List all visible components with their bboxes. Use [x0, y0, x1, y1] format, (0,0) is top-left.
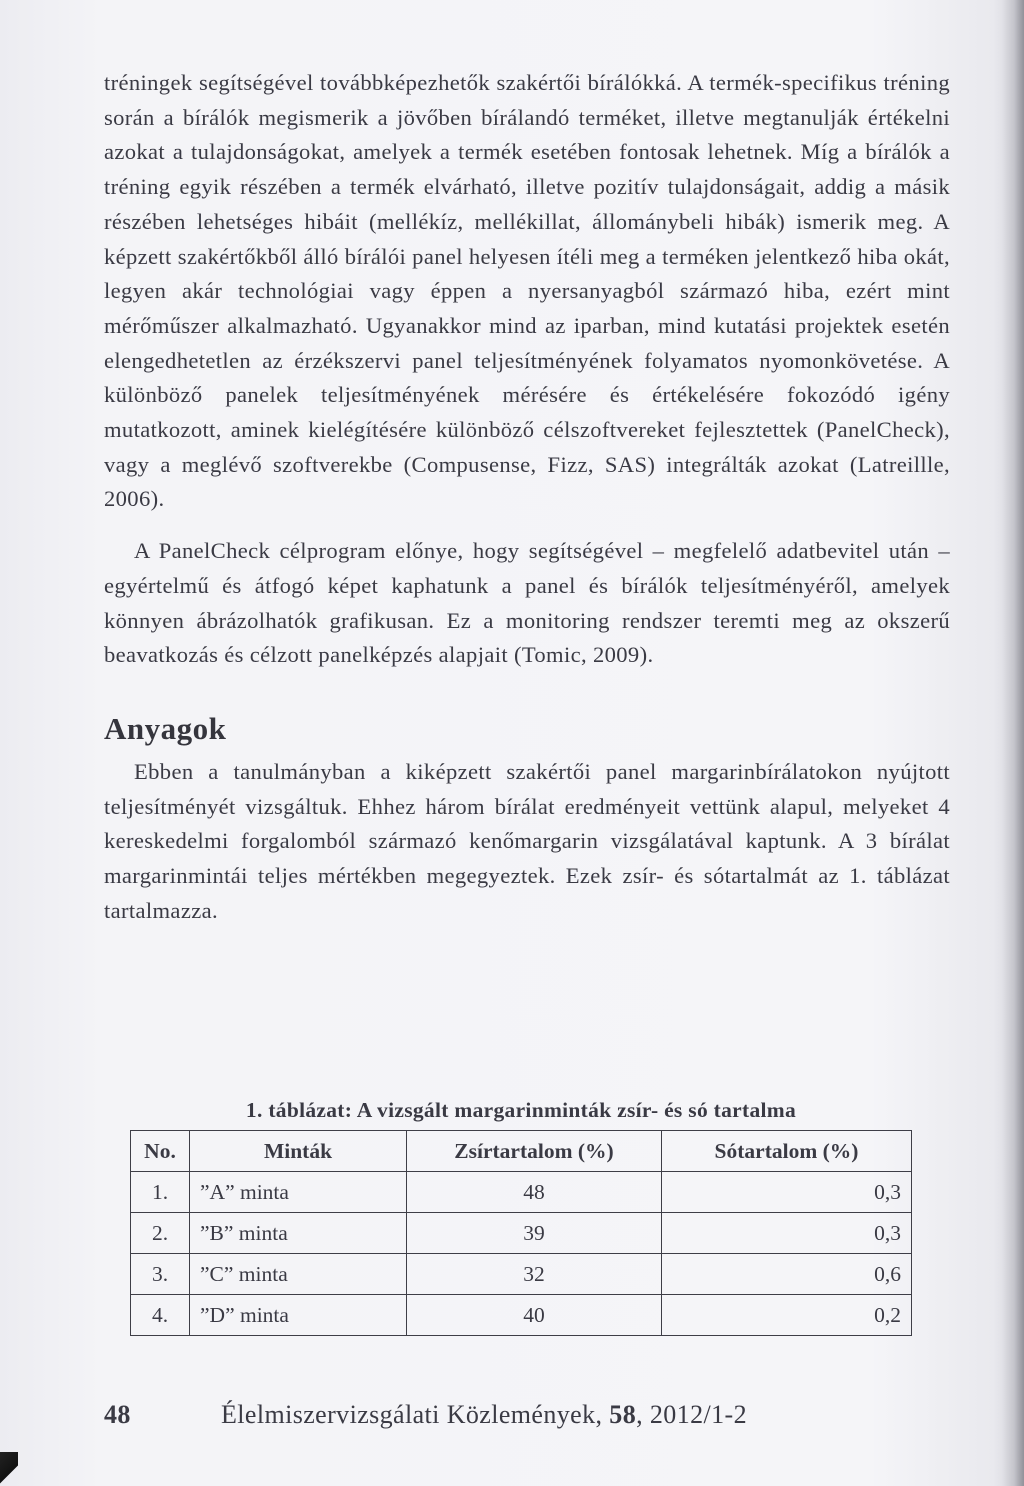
scan-corner-mark [0, 1452, 18, 1486]
cell-zsir: 32 [407, 1254, 662, 1295]
page-edge-shadow [1002, 0, 1024, 1486]
table-row [131, 1295, 912, 1336]
page-number: 48 [104, 1400, 131, 1429]
header-mintak: Minták [190, 1131, 407, 1172]
journal-volume: 58 [609, 1400, 637, 1429]
cell-no: 1. [131, 1172, 190, 1213]
cell-zsir: 40 [407, 1295, 662, 1336]
cell-minta: ”D” minta [190, 1295, 407, 1336]
cell-zsir: 39 [407, 1213, 662, 1254]
table-row [131, 1172, 912, 1213]
margarine-table [130, 1130, 912, 1336]
journal-name: Élelmiszervizsgálati Közlemények, [221, 1400, 610, 1429]
cell-no: 2. [131, 1213, 190, 1254]
section-heading: Anyagok [104, 710, 227, 746]
intro-paragraph: tréningek segítségével továbbképezhetők szakértői bírálókká. A termék-specifikus tréning során a bírálók megismerik a jövőben bírálandó terméket, illetve megtanulják értékelni azokat a tulajdonságokat, amelyek a termék esetében fontosak lehetnek. Míg a bírálók a tréning egyik részében a termék elvárható, illetve pozitív tulajdonságait, addig a másik részében lehetséges hibáit (mellékíz, mellékillat, állománybeli hibák) ismerik meg. A képzett szakértőkből álló bírálói panel helyesen ítéli meg a terméken jelentkező hiba okát, legyen akár technológiai vagy éppen a nyersanyagból származó hiba, ezért mint mérőműszer alkalmazható. Ugyanakkor mind az iparban, mind kutatási projektek esetén elengedhetetlen az érzékszervi panel teljesítményének folyamatos nyomonkövetése. A különböző panelek teljesítményének mérésére és értékelésére fokozódó igény mutatkozott, aminek kielégítésére különböző célszoftvereket fejlesztettek (PanelCheck), vagy a meglévő szoftverekbe (Compusense, Fizz, SAS) integrálták azokat (Latreillle, 2006). [104, 70, 950, 512]
materials-paragraph: Ebben a tanulmányban a kiképzett szakértői panel margarinbírálatokon nyújtott teljesítményét vizsgáltuk. Ehhez három bírálat eredményeit vettünk alapul, melyeket 4 kereskedelmi forgalomból származó kenőmargarin vizsgálatával kaptunk. A 3 bírálat margarinmintái teljes mértékben megegyeztek. Ezek zsír- és sótartalmát az 1. táblázat tartalmazza. [104, 758, 950, 923]
panelcheck-paragraph: A PanelCheck célprogram előnye, hogy segítségével – megfelelő adatbevitel után – egyértelmű és átfogó képet kaphatunk a panel és bírálók teljesítményéről, amelyek könnyen ábrázolhatók grafikusan. Ez a monitoring rendszer teremti meg az okszerű beavatkozás és célzott panelképzés alapjait (Tomic, 2009). [104, 538, 950, 668]
cell-minta: ”A” minta [190, 1172, 407, 1213]
cell-no: 4. [131, 1295, 190, 1336]
cell-so: 0,3 [662, 1213, 912, 1254]
header-sotartalom: Sótartalom (%) [662, 1131, 912, 1172]
table-row [131, 1213, 912, 1254]
cell-so: 0,6 [662, 1254, 912, 1295]
cell-zsir: 48 [407, 1172, 662, 1213]
header-no: No. [131, 1131, 190, 1172]
cell-so: 0,3 [662, 1172, 912, 1213]
cell-so: 0,2 [662, 1295, 912, 1336]
table-row [131, 1254, 912, 1295]
journal-issue: , 2012/1-2 [636, 1400, 747, 1429]
cell-no: 3. [131, 1254, 190, 1295]
cell-minta: ”C” minta [190, 1254, 407, 1295]
table-caption: 1. táblázat: A vizsgált margarinminták zsír- és só tartalma [245, 1098, 797, 1122]
table-header-row [131, 1131, 912, 1172]
cell-minta: ”B” minta [190, 1213, 407, 1254]
article-body [104, 66, 950, 928]
header-zsirtartalom: Zsírtartalom (%) [407, 1131, 662, 1172]
page-footer [104, 1398, 844, 1432]
